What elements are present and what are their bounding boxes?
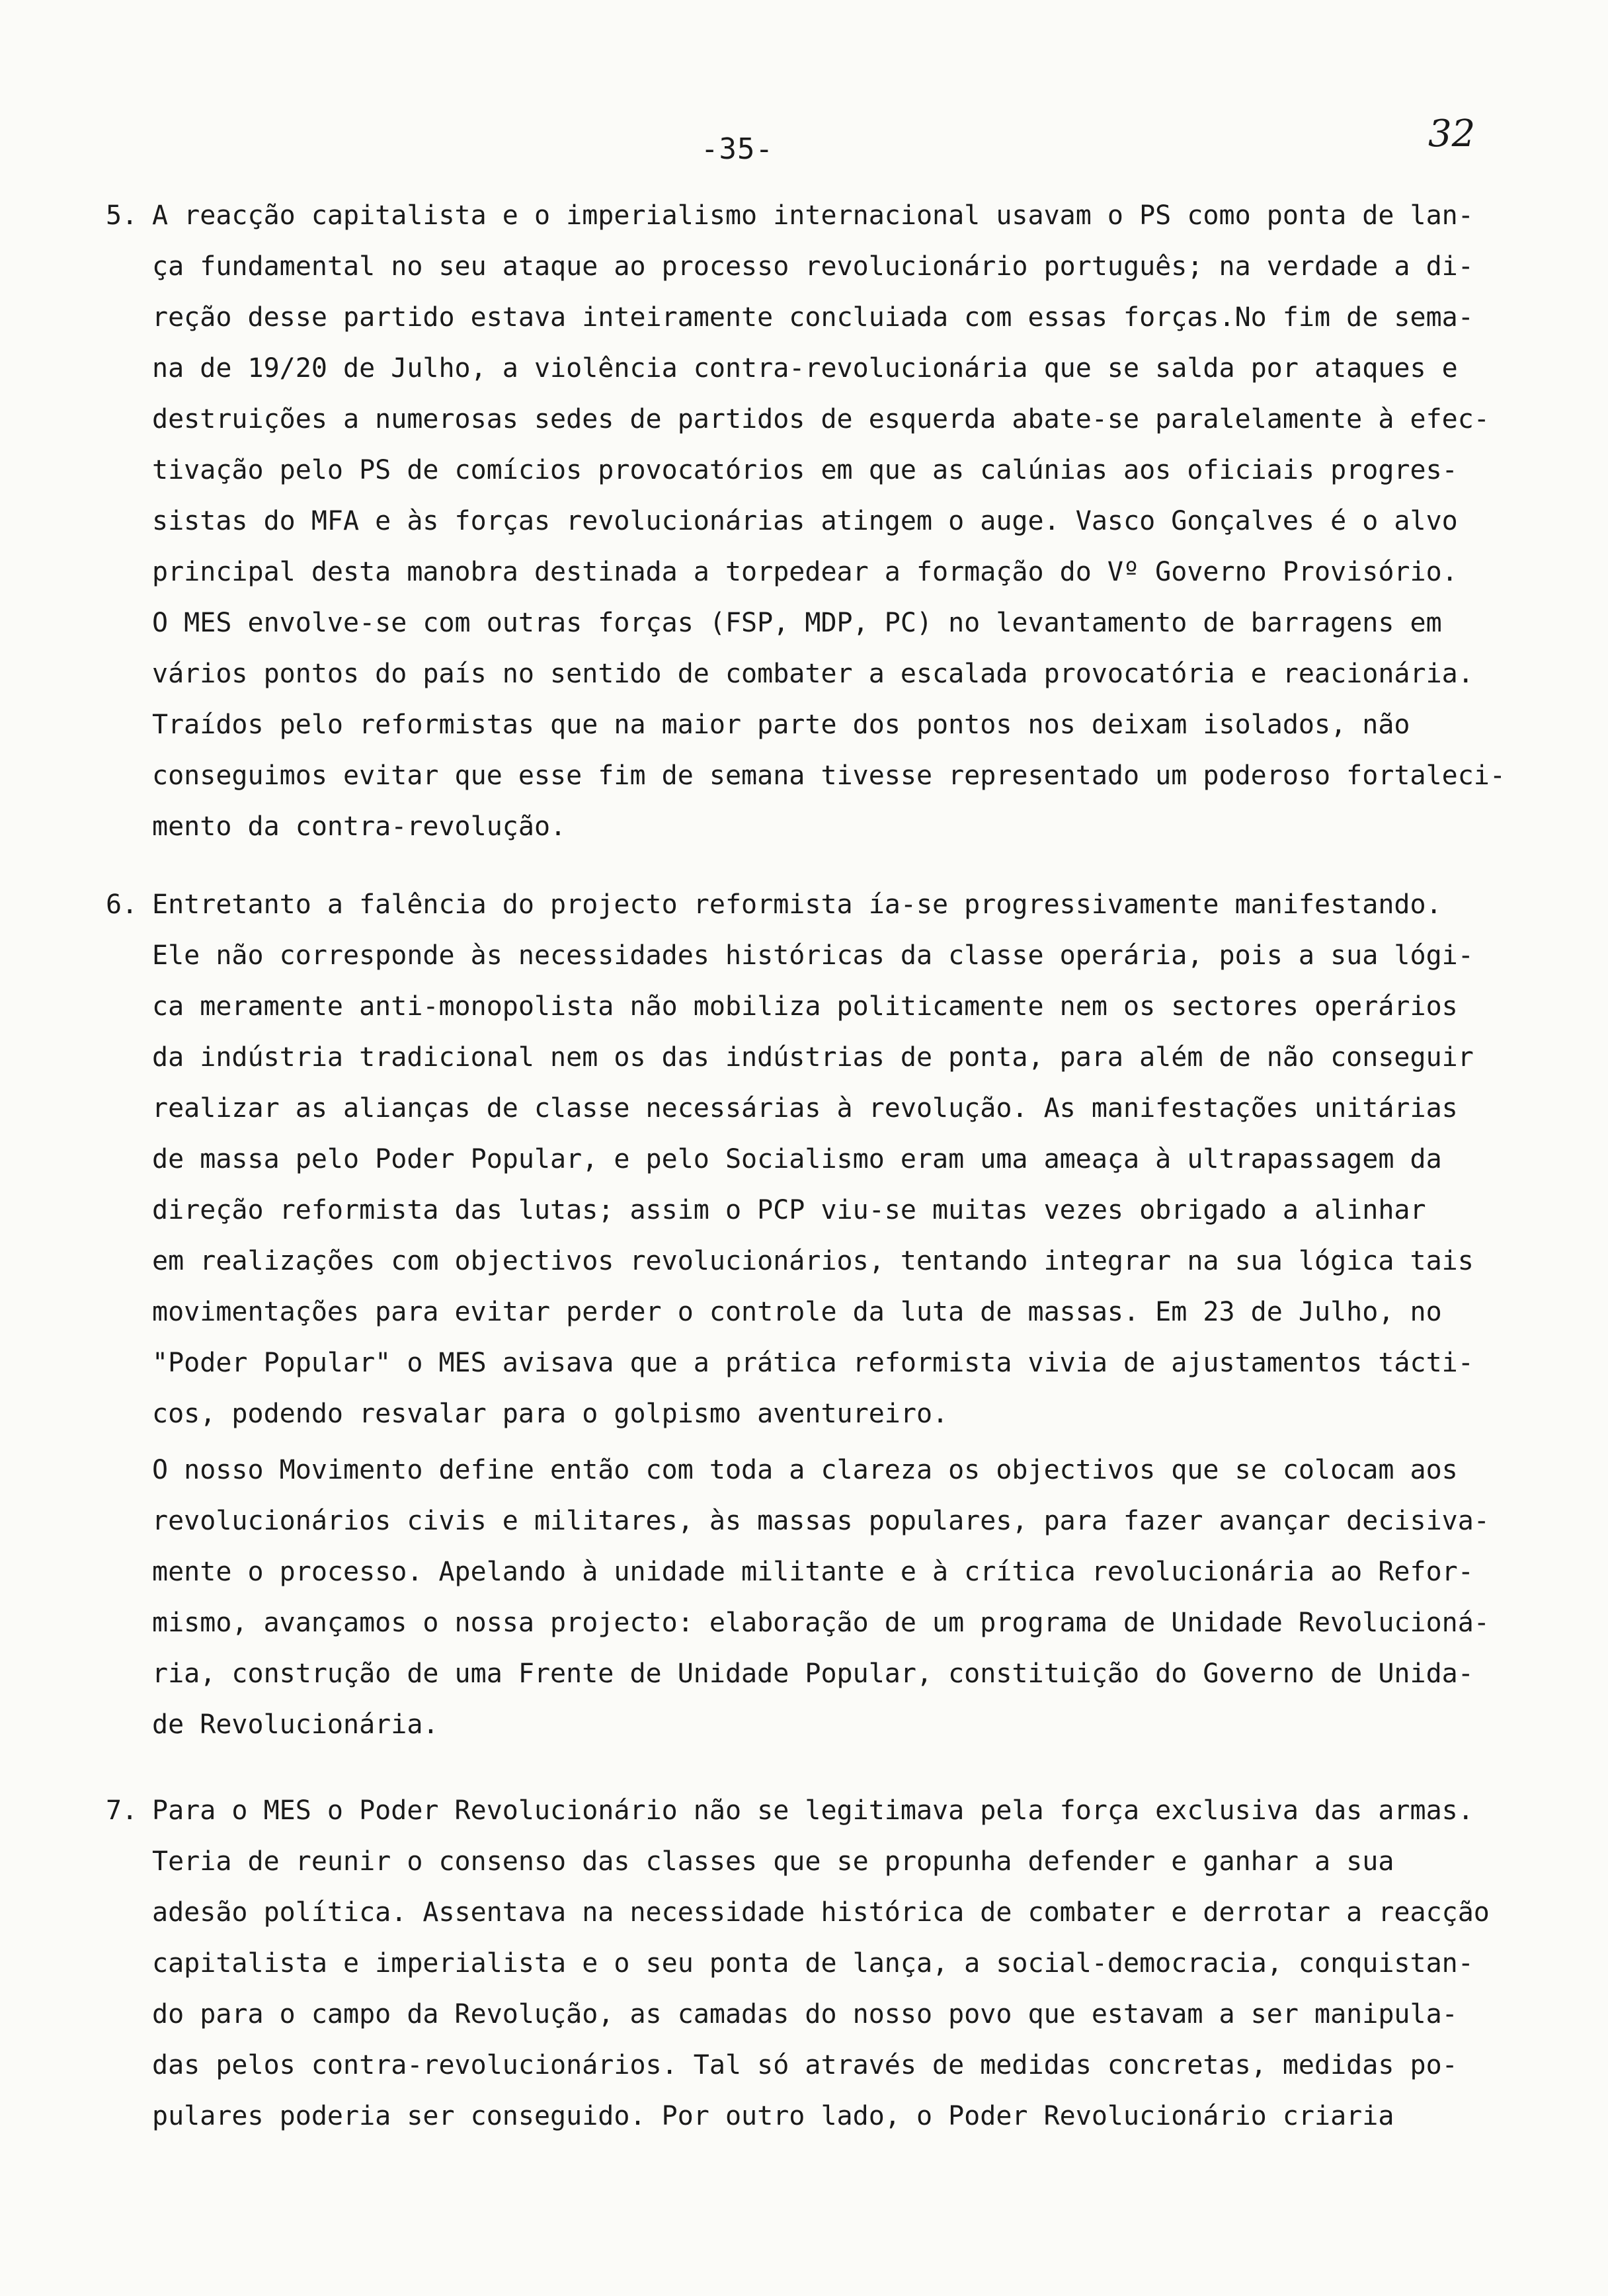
text-line: de massa pelo Poder Popular, e pelo Socialismo eram uma ameaça à ultrapassagem da — [152, 1144, 1442, 1174]
page-number: -35- — [701, 132, 774, 166]
text-line: reção desse partido estava inteiramente concluiada com essas forças.No fim de sema- — [152, 302, 1474, 333]
paragraph — [152, 190, 1547, 852]
text-line: movimentações para evitar perder o controle da luta de massas. Em 23 de Julho, no — [152, 1297, 1442, 1327]
text-line: O nosso Movimento define então com toda a clareza os objectivos que se colocam aos — [152, 1455, 1458, 1485]
item-number: 6. — [106, 889, 138, 920]
text-line: mente o processo. Apelando à unidade militante e à crítica revolucionária ao Refor- — [152, 1557, 1474, 1587]
text-line: Teria de reunir o consenso das classes que se propunha defender e ganhar a sua — [152, 1846, 1394, 1877]
text-line: A reacção capitalista e o imperialismo internacional usavam o PS como ponta de lan- — [152, 200, 1474, 231]
text-line: destruições a numerosas sedes de partidos de esquerda abate-se paralelamente à efec- — [152, 404, 1490, 434]
text-line: revolucionários civis e militares, às massas populares, para fazer avançar decisiva- — [152, 1506, 1490, 1536]
text-line: em realizações com objectivos revolucionários, tentando integrar na sua lógica tais — [152, 1246, 1474, 1276]
text-line: adesão política. Assentava na necessidade histórica de combater e derrotar a reacção — [152, 1897, 1490, 1928]
text-line: sistas do MFA e às forças revolucionárias atingem o auge. Vasco Gonçalves é o alvo — [152, 506, 1458, 536]
text-line: das pelos contra-revolucionários. Tal só através de medidas concretas, medidas po- — [152, 2050, 1458, 2080]
text-line: Ele não corresponde às necessidades históricas da classe operária, pois a sua lógi- — [152, 940, 1474, 971]
paragraph-continuation — [152, 1445, 1547, 1750]
text-line: Traídos pelo reformistas que na maior parte dos pontos nos deixam isolados, não — [152, 710, 1410, 740]
text-line: realizar as alianças de classe necessárias à revolução. As manifestações unitárias — [152, 1093, 1458, 1124]
text-line: ria, construção de uma Frente de Unidade Popular, constituição do Governo de Unida- — [152, 1659, 1474, 1689]
text-line: mento da contra-revolução. — [152, 811, 567, 842]
text-line: tivação pelo PS de comícios provocatórios em que as calúnias aos oficiais progres- — [152, 455, 1458, 485]
text-line: de Revolucionária. — [152, 1709, 439, 1740]
item-number: 7. — [106, 1795, 138, 1826]
text-line: vários pontos do país no sentido de combater a escalada provocatória e reacionária. — [152, 659, 1474, 689]
text-line: cos, podendo resvalar para o golpismo aventureiro. — [152, 1399, 949, 1429]
paragraph — [152, 880, 1547, 1440]
text-line: ca meramente anti-monopolista não mobiliza politicamente nem os sectores operários — [152, 991, 1458, 1022]
text-line: mismo, avançamos o nossa projecto: elaboração de um programa de Unidade Revolucioná- — [152, 1608, 1490, 1638]
text-line: O MES envolve-se com outras forças (FSP, MDP, PC) no levantamento de barragens em — [152, 608, 1442, 638]
text-line: pulares poderia ser conseguido. Por outro lado, o Poder Revolucionário criaria — [152, 2101, 1394, 2131]
text-line: Entretanto a falência do projecto reformista ía-se progressivamente manifestando. — [152, 889, 1442, 920]
text-line: conseguimos evitar que esse fim de semana tivesse representado um poderoso fortaleci- — [152, 760, 1506, 791]
folio-number: 32 — [1428, 112, 1476, 155]
text-line: da indústria tradicional nem os das indústrias de ponta, para além de não conseguir — [152, 1042, 1474, 1073]
text-line: "Poder Popular" o MES avisava que a prática reformista vivia de ajustamentos tácti- — [152, 1348, 1474, 1378]
text-line: Para o MES o Poder Revolucionário não se legitimava pela força exclusiva das armas. — [152, 1795, 1474, 1826]
text-line: direção reformista das lutas; assim o PCP viu-se muitas vezes obrigado a alinhar — [152, 1195, 1426, 1225]
text-line: capitalista e imperialista e o seu ponta de lança, a social-democracia, conquistan- — [152, 1948, 1474, 1979]
text-line: ça fundamental no seu ataque ao processo revolucionário português; na verdade a di- — [152, 251, 1474, 282]
text-line: principal desta manobra destinada a torpedear a formação do Vº Governo Provisório. — [152, 557, 1458, 587]
text-line: na de 19/20 de Julho, a violência contra-revolucionária que se salda por ataques e — [152, 353, 1458, 384]
text-line: do para o campo da Revolução, as camadas do nosso povo que estavam a ser manipula- — [152, 1999, 1458, 2030]
paragraph — [152, 1785, 1547, 2142]
item-number: 5. — [106, 200, 138, 231]
